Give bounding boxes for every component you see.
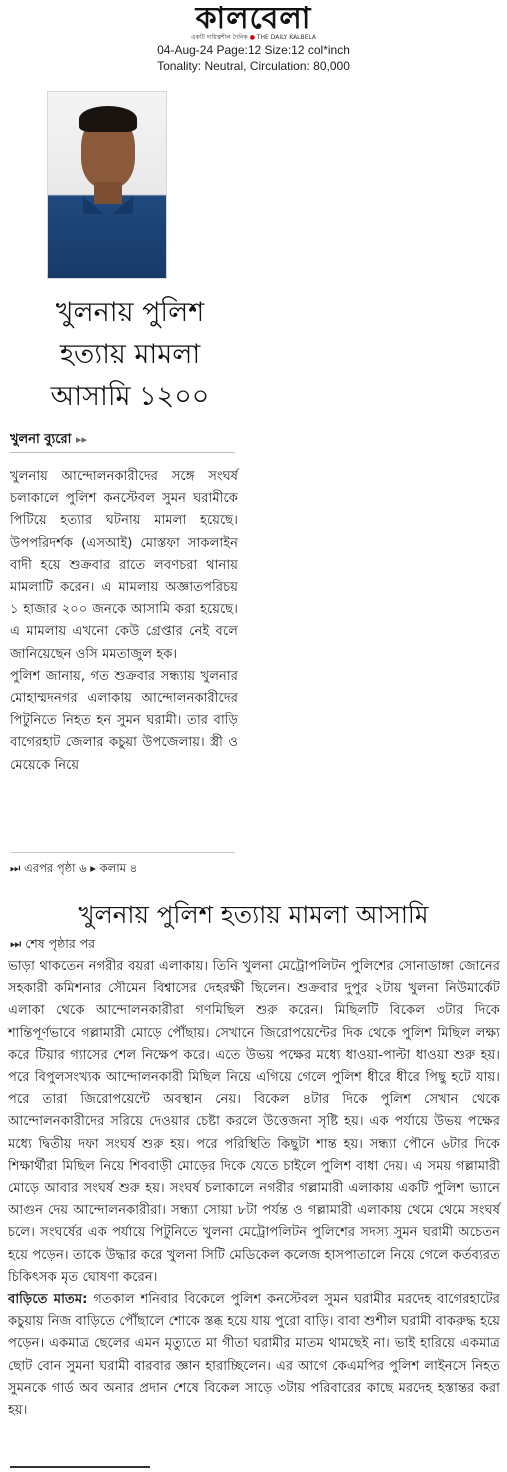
article-body-column bbox=[10, 466, 238, 777]
continuation-paragraph-2-text: গতকাল শনিবার বিকেলে পুলিশ কনস্টেবল সুমন ঘরামীর মরদেহ বাগেরহাটের কচুয়ায় নিজ বাড়িতে পৌঁছালে শোকে স্তব্ধ হয়ে যায় পুরো বাড়ি। বাবা শুশীল ঘরামী বাকরুদ্ধ হয়ে পড়েন। একমাত্র ছেলের এমন মৃত্যুতে মা গীতা ঘরামীর মাতম থামছেই না। ভাই হারিয়ে একমাত্র ছোট বোন সুমনা ঘরামী বারবার জ্ঞান হারাচ্ছিলেন। এর আগে কেএমপির পুলিশ লাইনসে নিহত সুমনকে গার্ড অব অনার প্রদান শেষে বিকেল সাড়ে ৩টায় পরিবারের কাছে মরদেহ হস্তান্তর করা হয়। bbox=[8, 1292, 501, 1419]
jump-text: এরপর পৃষ্ঠা ৬ ▸ কলাম ৪ bbox=[24, 861, 138, 875]
continued-text: শেষ পৃষ্ঠার পর bbox=[25, 936, 96, 951]
masthead bbox=[0, 1, 507, 74]
tagline-bn: একটি দায়িত্বশীল দৈনিক bbox=[190, 34, 248, 41]
article-paragraph-2: পুলিশ জানায়, গত শুক্রবার সন্ধ্যায় খুলনার মোহাম্মদনগর এলাকায় আন্দোলনকারীদের পিটুনিতে নিহত হন সুমন ঘরামী। তার বাড়ি বাগেরহাট জেলার কচুয়া উপজেলায়। স্ত্রী ও মেয়েকে নিয়ে bbox=[10, 668, 238, 773]
photo-hair bbox=[79, 106, 137, 132]
continuation-paragraph-2 bbox=[8, 1289, 500, 1422]
jump-divider bbox=[10, 852, 235, 853]
tagline-dot-icon: ● bbox=[249, 34, 255, 41]
byline-arrow-icon: ▸▸ bbox=[75, 433, 88, 446]
photo-neck bbox=[94, 182, 122, 204]
continuation-headline: খুলনায় পুলিশ হত্যায় মামলা আসামি bbox=[78, 900, 429, 929]
byline bbox=[10, 430, 87, 451]
fragment-stroke bbox=[10, 1466, 150, 1472]
clip-meta-line: 04-Aug-24 Page:12 Size:12 col*inch bbox=[157, 43, 350, 57]
jump-line bbox=[10, 860, 137, 879]
continued-arrow-icon: ⏭ bbox=[10, 936, 22, 951]
subhead: বাড়িতে মাতম: bbox=[8, 1292, 88, 1308]
byline-rule bbox=[10, 452, 235, 453]
masthead-tagline bbox=[0, 34, 507, 42]
newspaper-logo: কালবেলা bbox=[195, 1, 312, 36]
byline-text: খুলনা ব্যুরো bbox=[10, 432, 72, 447]
reporter-photo bbox=[47, 91, 167, 279]
clip-tonality-line: Tonality: Neutral, Circulation: 80,000 bbox=[157, 59, 350, 73]
continuation-body bbox=[8, 956, 500, 1422]
continuation-paragraph-1: ভাড়া থাকতেন নগরীর বয়রা এলাকায়। তিনি খুলনা মেট্রোপলিটন পুলিশের সোনাডাঙ্গা জোনের সহকারী কমিশনার সৌমেন বিশ্বাসের দেহরক্ষী ছিলেন। শুক্রবার দুপুর ২টায় খুলনা নিউমার্কেট এলাকা থেকে আন্দোলনকারীরা গণমিছিল শুরু করেন। মিছিলটি বিকেল ৩টার দিকে শান্তিপূর্ণভাবে গল্লামারী মোড়ে পৌঁছায়। সেখানে জিরোপয়েন্টের দিক থেকে পুলিশ মিছিল লক্ষ্য করে টিয়ার গ্যাসের শেল নিক্ষেপ করে। এতে উভয় পক্ষের মধ্যে ধাওয়া-পাল্টা ধাওয়া শুরু হয়। পরে বিপুলসংখ্যক আন্দোলনকারী মিছিল নিয়ে এগিয়ে গেলে পুলিশ ধীরে ধীরে পিছু হটে যায়। পরে তারা জিরোপয়েন্টে অবস্থান নেয়। বিকেল ৪টার দিকে পুলিশ সেখান থেকে আন্দোলনকারীদের সরিয়ে দেওয়ার চেষ্টা করলে উত্তেজনা সৃষ্টি হয়। এক পর্যায়ে উভয় পক্ষের মধ্যে দ্বিতীয় দফা সংঘর্ষ শুরু হয়। পরে পরিস্থিতি কিছুটা শান্ত হয়। সন্ধ্যা পৌনে ৬টার দিকে শিক্ষার্থীরা মিছিল নিয়ে শিববাড়ী মোড়ের দিকে যেতে চাইলে পুলিশ বাধা দেয়। এ সময় গল্লামারী মোড়ে আবার সংঘর্ষ শুরু হয়। সংঘর্ষ চলাকালে নগরীর গল্লামারী এলাকায় একটি পুলিশ ভ্যানে আগুন দেয় আন্দোলনকারীরা। সন্ধ্যা সোয়া ৮টা পর্যন্ত ও গল্লামারী এলাকায় থেমে থেমে সংঘর্ষ চলে। সংঘর্ষের এক পর্যায়ে পিটুনিতে খুলনা মেট্রোপলিটন পুলিশের সদস্য সুমন ঘরামী অচেতন হয়ে পড়েন। তাকে উদ্ধার করে খুলনা সিটি মেডিকেল কলেজ হাসপাতালে নিয়ে গেলে কর্তব্যরত চিকিৎসক মৃত ঘোষণা করেন। bbox=[8, 959, 500, 1285]
continued-line bbox=[10, 936, 95, 956]
article-paragraph-1: খুলনায় আন্দোলনকারীদের সঙ্গে সংঘর্ষ চলাকালে পুলিশ কনস্টেবল সুমন ঘরামীকে পিটিয়ে হত্যার ঘটনায় মামলা হয়েছে। উপপরিদর্শক (এসআই) মোস্তফা সাকলাইন বাদী হয়ে শুক্রবার রাতে লবণচরা থানায় মামলাটি করেন। এ মামলায় অজ্ঞাতপরিচয় ১ হাজার ২০০ জনকে আসামি করা হয়েছে। এ মামলায় এখনো কেউ গ্রেপ্তার নেই বলে জানিয়েছেন ওসি মমতাজুল হক। bbox=[10, 469, 238, 662]
tagline-en: THE DAILY KALBELA bbox=[256, 34, 317, 41]
article-headline: খুলনায় পুলিশ হত্যায় মামলা আসামি ১২০০ bbox=[50, 297, 210, 412]
next-article-fragment bbox=[10, 1458, 160, 1472]
jump-arrow-icon: ⏭ bbox=[10, 861, 21, 875]
